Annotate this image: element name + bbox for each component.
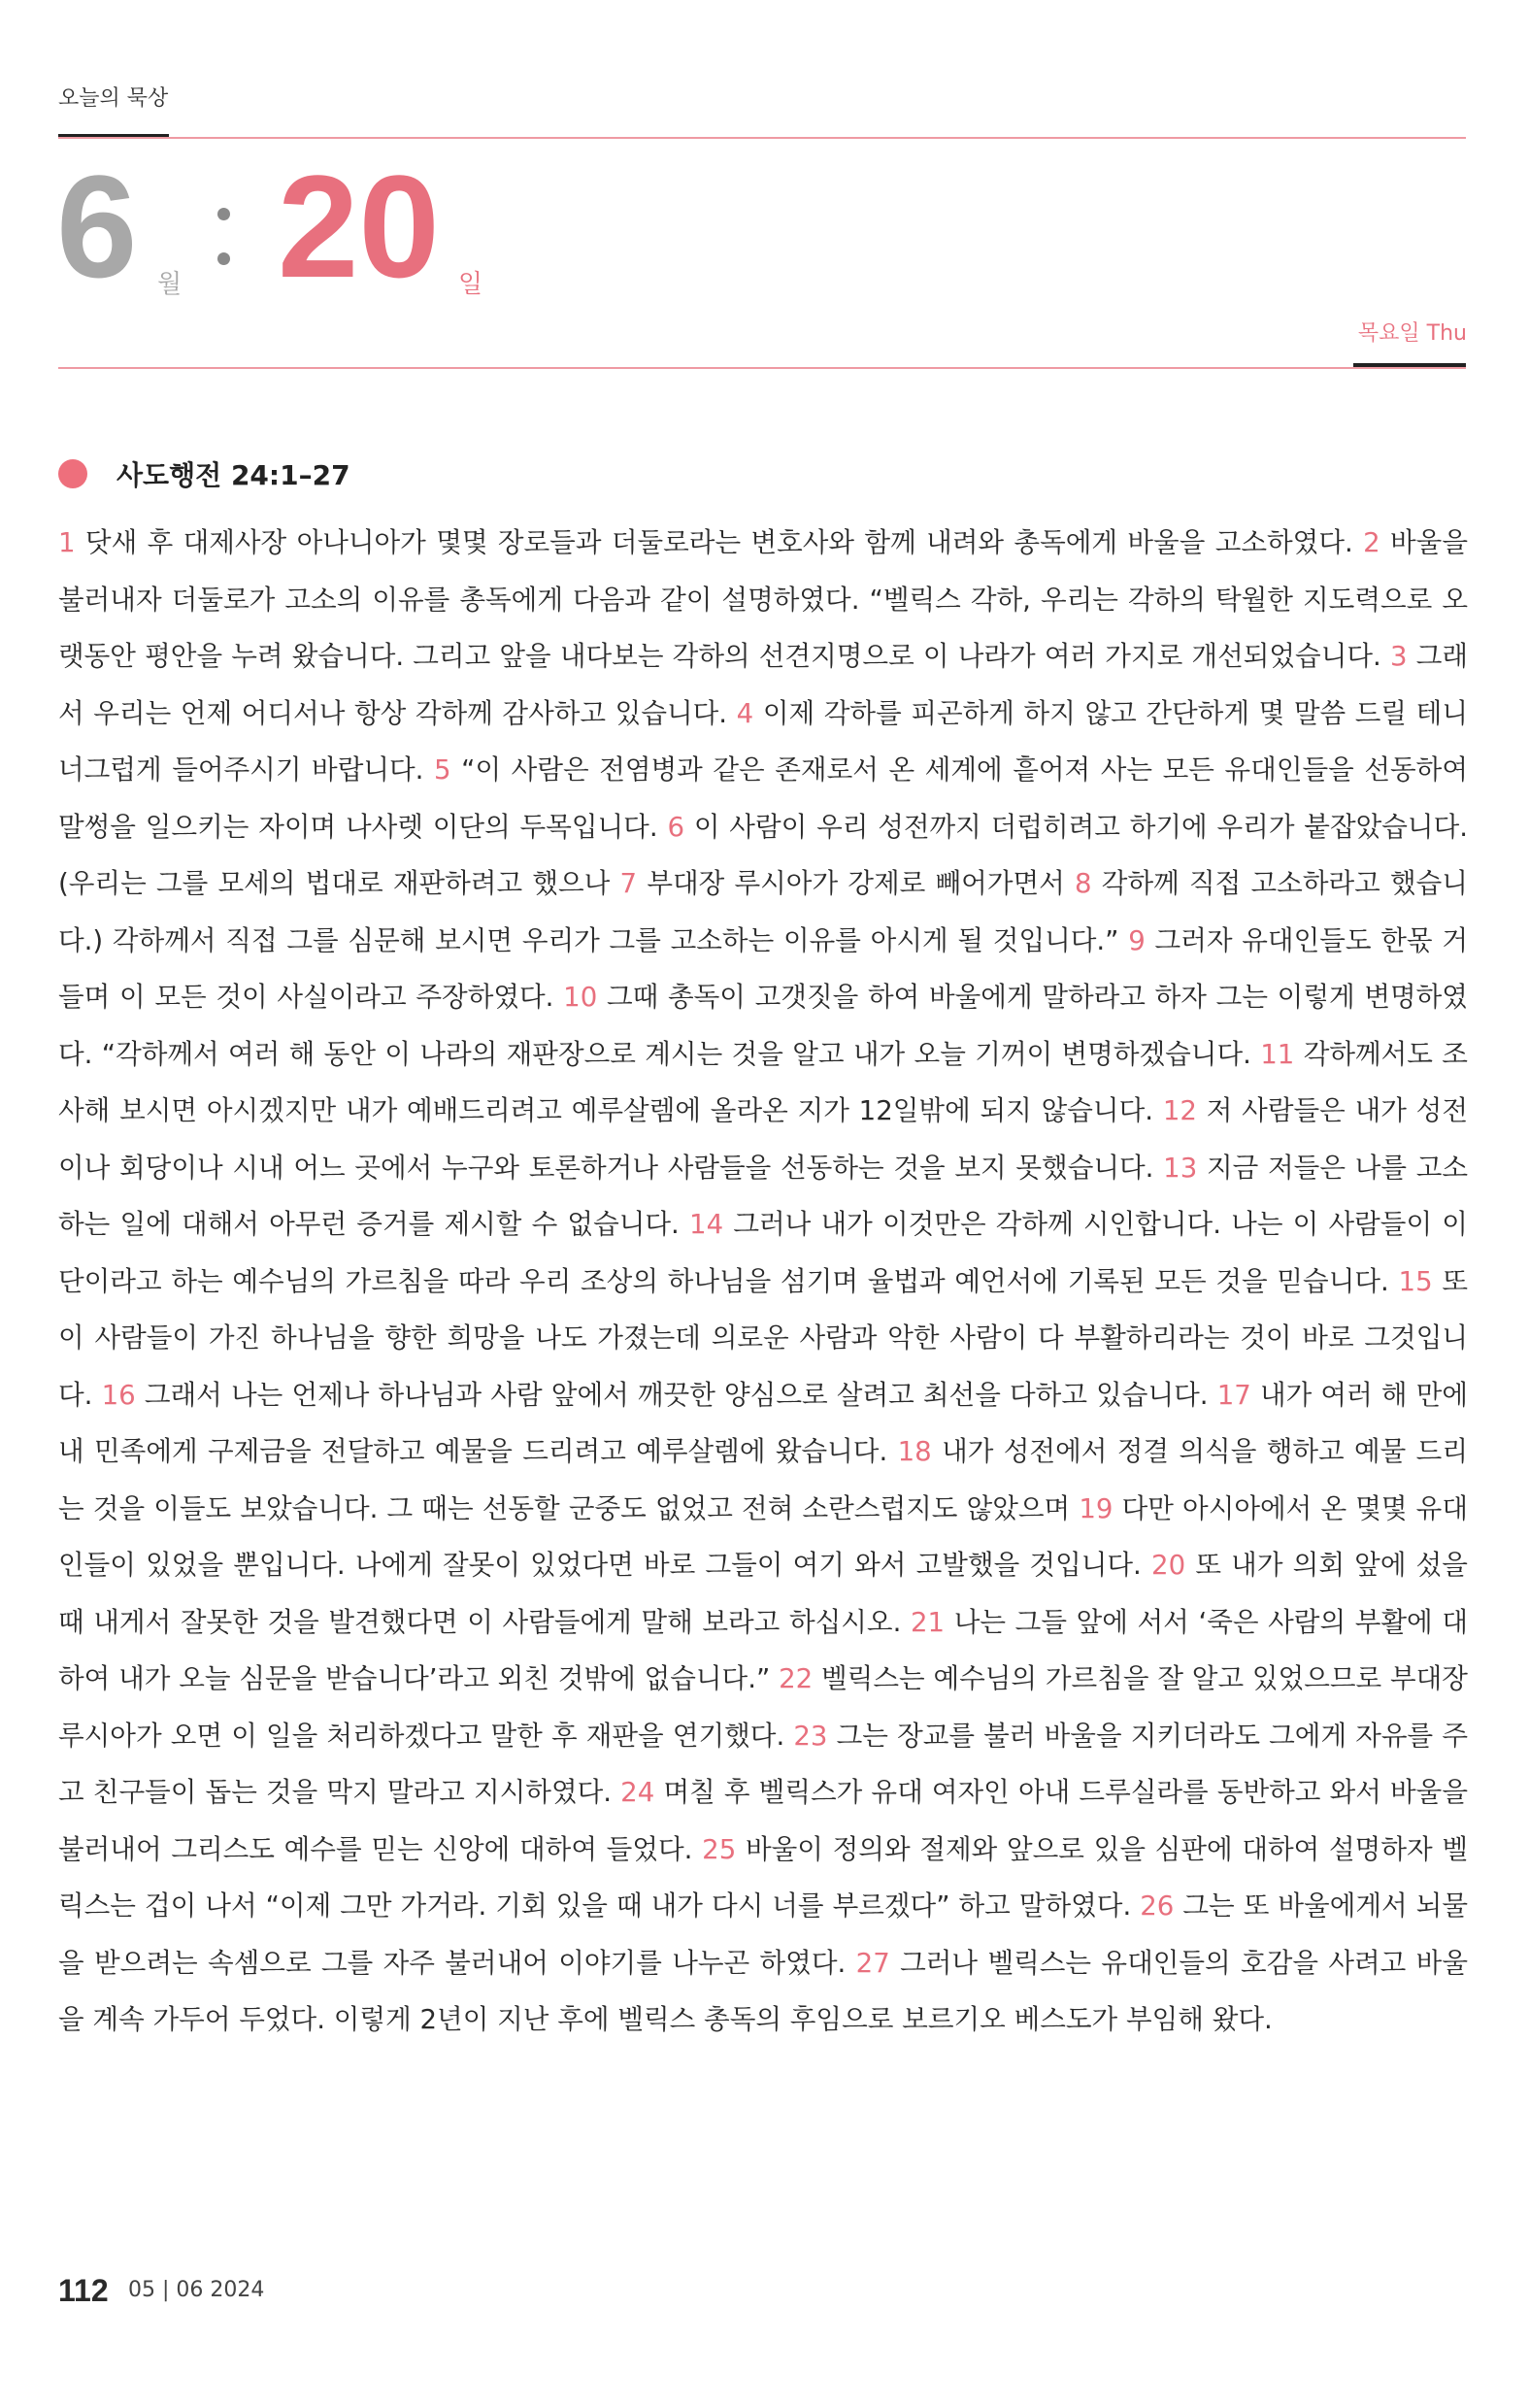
verse-text: 닷새 후 대제사장 아나니아가 몇몇 장로들과 더둘로라는 변호사와 함께 내려와 총독에게 바울을 고소하였다. [84, 526, 1353, 558]
verse-text: 벨릭스는 예수님의 가르침을 잘 알고 있었으므로 부대장 루시아가 오면 이 일을 처리하겠다고 말한 후 재판을 연기했다. [58, 1662, 1468, 1752]
verse-text: “이 사람은 전염병과 같은 존재로서 온 세계에 흩어져 사는 모든 유대인들을 선동하여 말썽을 일으키는 자이며 나사렛 이단의 두목입니다. [58, 753, 1468, 843]
verse-text: 나는 그들 앞에 서서 ‘죽은 사람의 부활에 대하여 내가 오늘 심문을 받습니다’라고 외친 것밖에 없습니다.” [58, 1605, 1468, 1694]
issue-date: 05 | 06 2024 [128, 2278, 265, 2302]
verse-number: 20 [1151, 1549, 1186, 1581]
verse-number: 23 [793, 1719, 828, 1752]
verse-text: 내가 여러 해 만에 내 민족에게 구제금을 전달하고 예물을 드리려고 예루살렘에 왔습니다. [58, 1378, 1468, 1467]
verse-text: 각하께 직접 고소하라고 했습니다.) 각하께서 직접 그를 심문해 보시면 우리가 그를 고소하는 이유를 아시게 될 것입니다.” [58, 867, 1468, 956]
verse-number: 6 [667, 810, 684, 843]
verse-number: 13 [1163, 1151, 1198, 1184]
verse-number: 8 [1075, 867, 1092, 899]
verse-text: 그러나 벨릭스는 유대인들의 호감을 사려고 바울을 계속 가두어 두었다. 이렇게 2년이 지난 후에 벨릭스 총독의 후임으로 보르기오 베스도가 부임해 왔다. [58, 1946, 1468, 2035]
verse-text: 그래서 나는 언제나 하나님과 사람 앞에서 깨끗한 양심으로 살려고 최선을 다하고 있습니다. [144, 1378, 1209, 1411]
verse-text: 그러나 내가 이것만은 각하께 시인합니다. 나는 이 사람들이 이단이라고 하는 예수님의 가르침을 따라 우리 조상의 하나님을 섬기며 율법과 예언서에 기록된 모든 것을 믿습니다. [58, 1208, 1468, 1297]
verse-text: 며칠 후 벨릭스가 유대 여자인 아내 드루실라를 동반하고 와서 바울을 불러내어 그리스도 예수를 믿는 신앙에 대하여 들었다. [58, 1776, 1468, 1865]
verse-number: 9 [1128, 923, 1146, 956]
verse-number: 19 [1079, 1491, 1114, 1524]
verse-number: 5 [434, 753, 451, 786]
verse-number: 7 [619, 867, 638, 899]
verse-text: 그래서 우리는 언제 어디서나 항상 각하께 감사하고 있습니다. [58, 640, 1468, 729]
verse-number: 26 [1140, 1890, 1175, 1922]
verse-text: 이 사람이 우리 성전까지 더럽히려고 하기에 우리가 붙잡았습니다. (우리는 그를 모세의 법대로 재판하려고 했으나 [58, 810, 1468, 899]
verse-text: 그때 총독이 고갯짓을 하여 바울에게 말하라고 하자 그는 이렇게 변명하였다. “각하께서 여러 해 동안 이 나라의 재판장으로 계시는 것을 알고 내가 오늘 기꺼이 변명하겠습니다. [58, 981, 1468, 1070]
verse-number: 21 [910, 1605, 946, 1638]
weekday-label: 목요일 Thu [1357, 321, 1467, 346]
verse-text: 바울을 불러내자 더둘로가 고소의 이유를 총독에게 다음과 같이 설명하였다. “벨릭스 각하, 우리는 각하의 탁월한 지도력으로 오랫동안 평안을 누려 왔습니다. 그리고 앞을 내다보는 각하의 선견지명으로 이 나라가 여러 가지로 개선되었습니다. [58, 526, 1468, 672]
section-label: 오늘의 묵상 [58, 86, 169, 111]
verse-number: 17 [1216, 1378, 1251, 1411]
verse-number: 2 [1363, 526, 1380, 558]
verse-number: 24 [620, 1776, 655, 1808]
verse-number: 4 [736, 696, 754, 729]
verse-number: 12 [1162, 1094, 1197, 1126]
scripture-passage [58, 515, 1468, 2049]
verse-number: 18 [897, 1435, 932, 1467]
verse-text: 또 이 사람들이 가진 하나님을 향한 희망을 나도 가졌는데 의로운 사람과 악한 사람이 다 부활하리라는 것이 바로 그것입니다. [58, 1264, 1469, 1411]
header-rule-bottom [58, 367, 1466, 369]
date-day: 20 [278, 145, 440, 308]
verse-text: 저 사람들은 내가 성전이나 회당이나 시내 어느 곳에서 누구와 토론하거나 사람들을 선동하는 것을 보지 못했습니다. [58, 1094, 1468, 1184]
verse-text: 다만 아시아에서 온 몇몇 유대인들이 있었을 뿐입니다. 나에게 잘못이 있었다면 바로 그들이 여기 와서 고발했을 것입니다. [58, 1491, 1468, 1581]
header-rule-top [58, 137, 1466, 139]
date-separator-colon [217, 194, 231, 274]
verse-number: 27 [855, 1946, 890, 1979]
verse-text: 그는 또 바울에게서 뇌물을 받으려는 속셈으로 그를 자주 불러내어 이야기를 나누곤 하였다. [58, 1890, 1468, 1979]
verse-text: 부대장 루시아가 강제로 빼어가면서 [647, 867, 1065, 899]
verse-text: 바울이 정의와 절제와 앞으로 있을 심판에 대하여 설명하자 벨릭스는 겁이 나서 “이제 그만 가거라. 기회 있을 때 내가 다시 너를 부르겠다” 하고 말하였다. [58, 1832, 1469, 1922]
verse-text: 또 내가 의회 앞에 섰을 때 내게서 잘못한 것을 발견했다면 이 사람들에게 말해 보라고 하십시오. [58, 1549, 1468, 1638]
verse-text: 그는 장교를 불러 바울을 지키더라도 그에게 자유를 주고 친구들이 돕는 것을 막지 말라고 지시하였다. [58, 1719, 1468, 1808]
bullet-dot-icon [58, 459, 87, 488]
verse-number: 14 [689, 1208, 724, 1240]
verse-number: 11 [1260, 1037, 1295, 1070]
verse-text: 지금 저들은 나를 고소하는 일에 대해서 아무런 증거를 제시할 수 없습니다. [58, 1151, 1469, 1240]
date-month-unit: 월 [157, 270, 183, 299]
verse-number: 15 [1398, 1264, 1433, 1297]
verse-text: 그러자 유대인들도 한몫 거들며 이 모든 것이 사실이라고 주장하였다. [58, 923, 1468, 1013]
verse-text: 내가 성전에서 정결 의식을 행하고 예물 드리는 것을 이들도 보았습니다. 그 때는 선동할 군중도 없었고 전혀 소란스럽지도 않았으며 [58, 1435, 1468, 1524]
verse-text: 각하께서도 조사해 보시면 아시겠지만 내가 예배드리려고 예루살렘에 올라온 지가 12일밖에 되지 않습니다. [58, 1037, 1468, 1126]
verse-number: 16 [101, 1378, 136, 1411]
verse-number: 22 [779, 1662, 814, 1694]
verse-number: 25 [702, 1832, 737, 1865]
verse-number: 10 [563, 981, 598, 1013]
scripture-reference: 사도행전 24:1–27 [116, 459, 350, 491]
verse-text: 이제 각하를 피곤하게 하지 않고 간단하게 몇 말씀 드릴 테니 너그럽게 들어주시기 바랍니다. [58, 696, 1468, 786]
verse-number: 3 [1389, 640, 1408, 672]
date-month: 6 [56, 145, 138, 308]
date-day-unit: 일 [458, 270, 483, 299]
page-number: 112 [58, 2273, 109, 2308]
verse-number: 1 [58, 526, 76, 558]
